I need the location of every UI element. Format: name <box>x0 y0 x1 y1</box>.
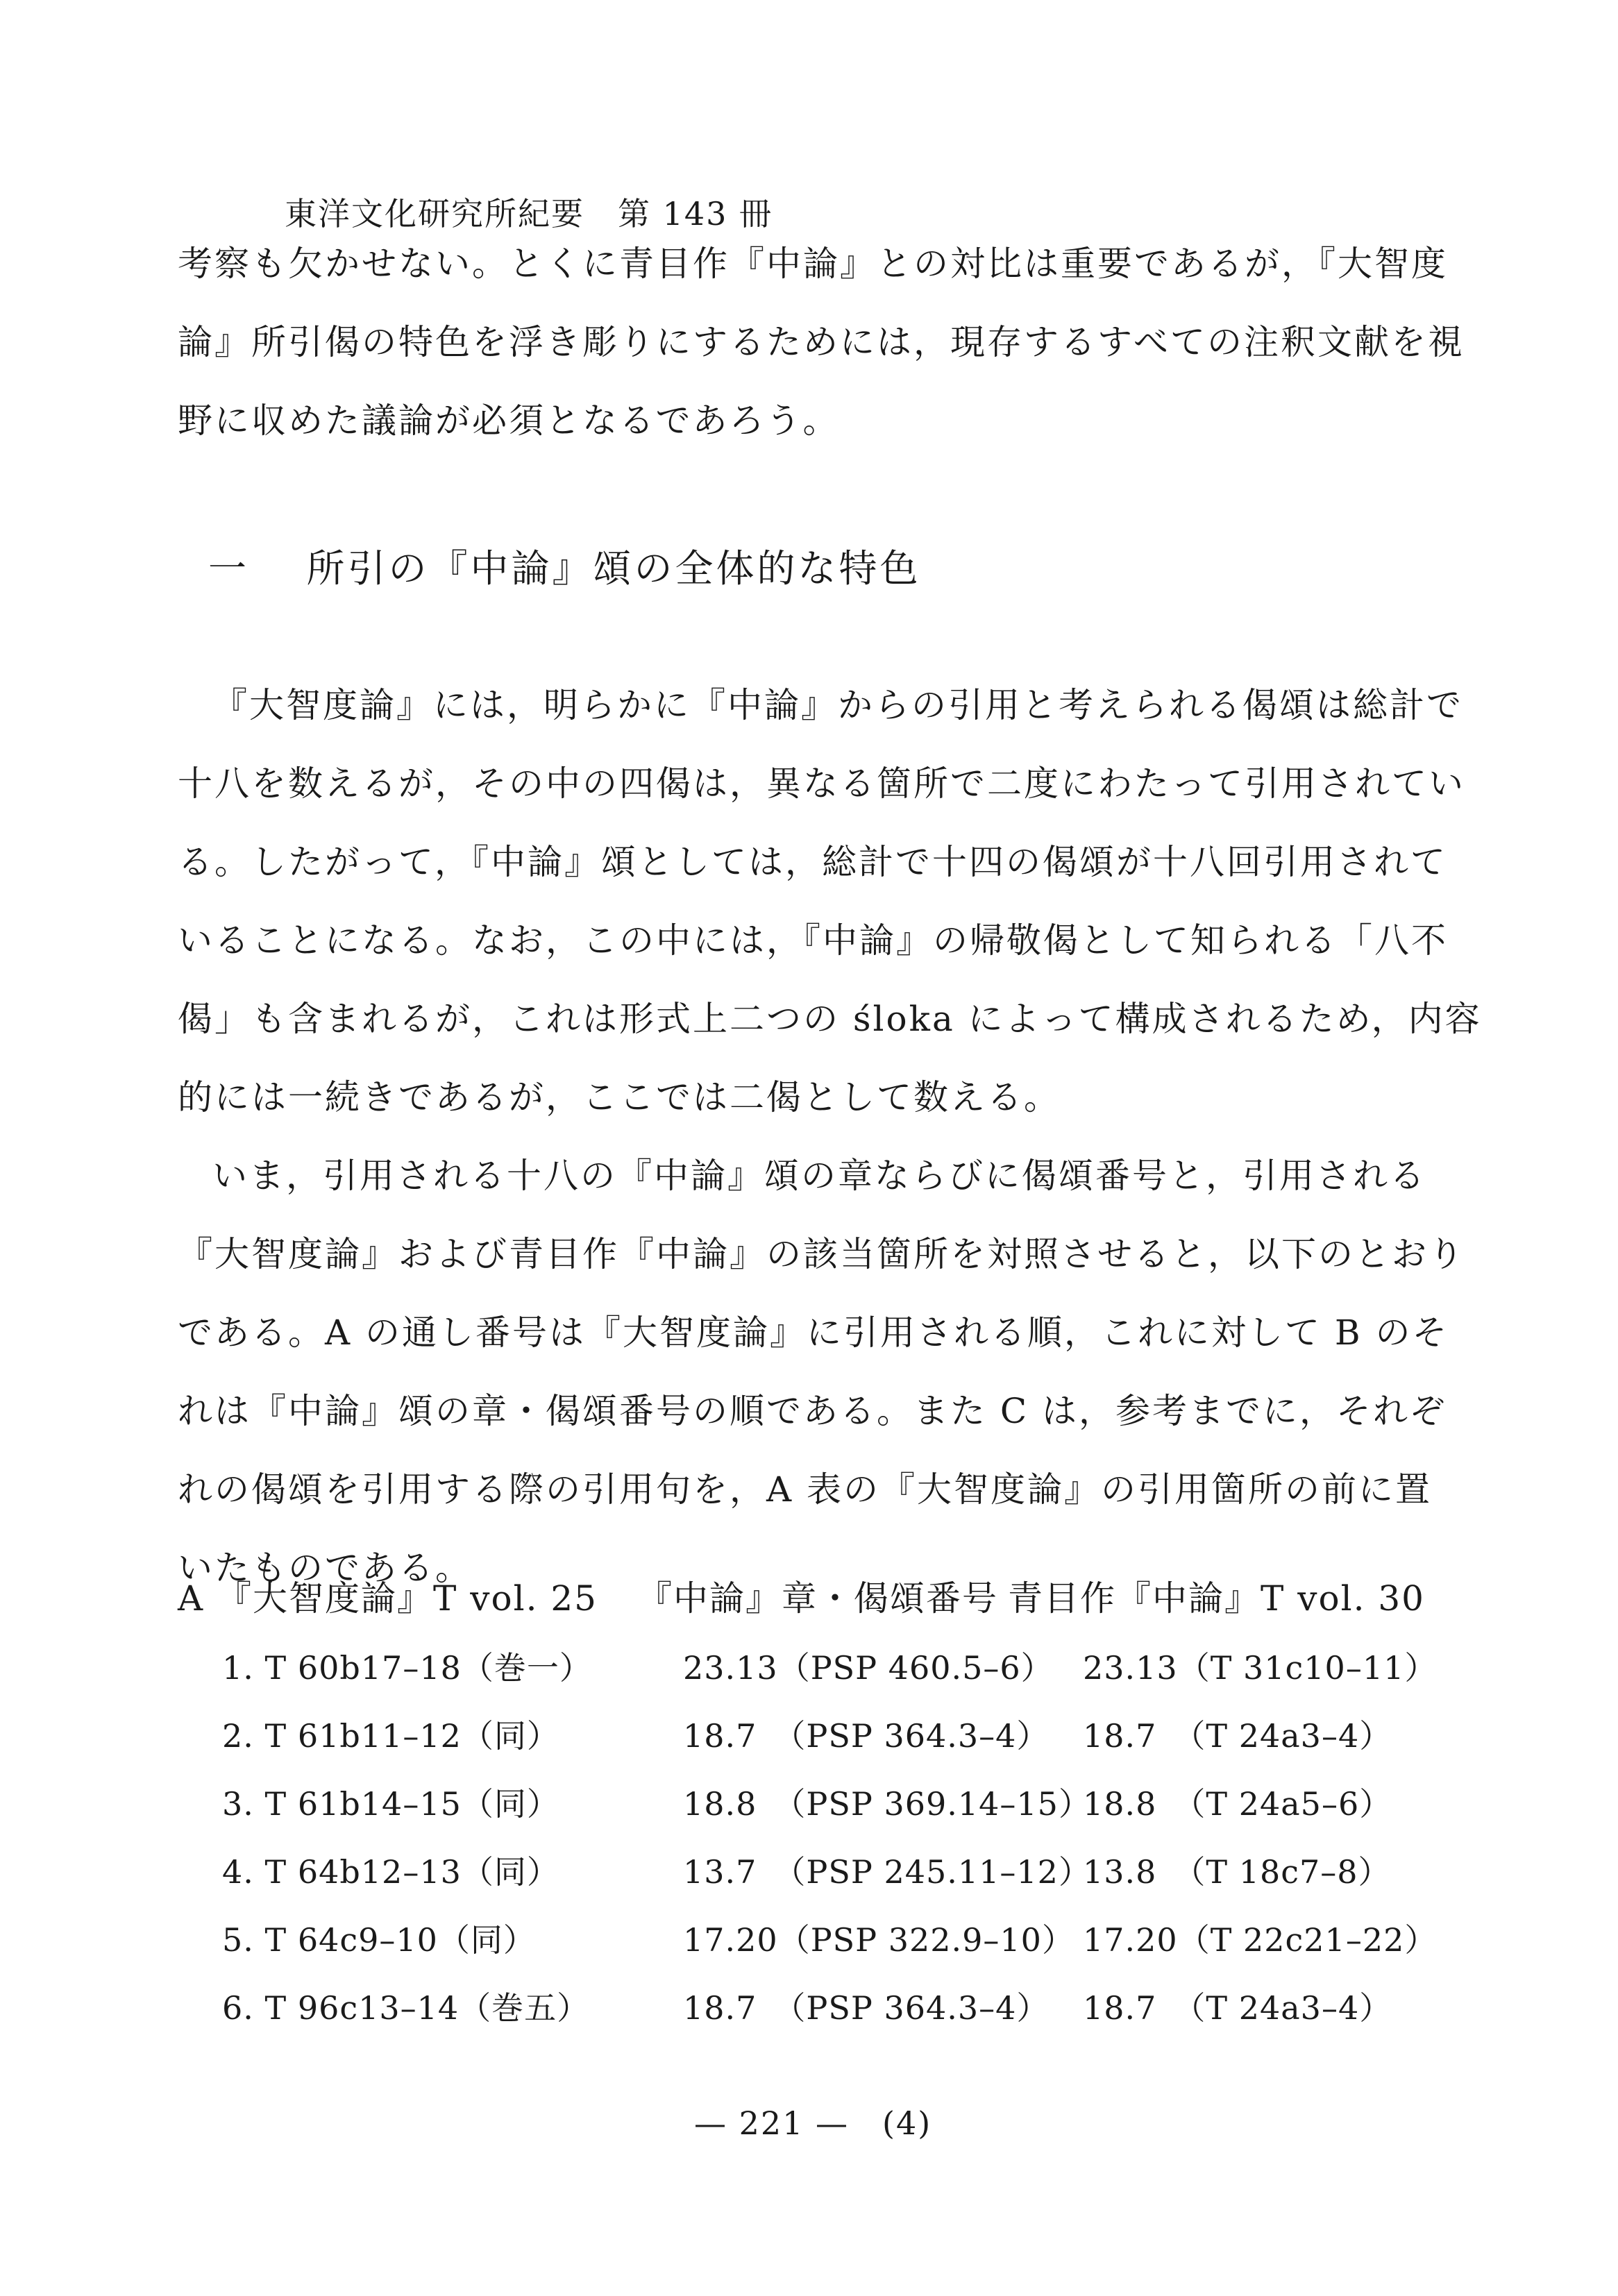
page-number: — 221 — (4) <box>694 2104 932 2142</box>
section-heading <box>208 538 921 593</box>
paragraph-2 <box>178 1137 1465 1607</box>
table-row-2-col-a: 2. T 61b11–12（同） <box>222 1717 559 1755</box>
text-line: いま，引用される十八の『中論』頌の章ならびに偈頌番号と，引用される <box>212 1156 1426 1196</box>
table-row-5-col-b: 17.20（PSP 322.9–10） <box>683 1921 1075 1959</box>
text-line: いることになる。なお，この中には，『中論』の帰敬偈として知られる「八不 <box>178 920 1448 961</box>
table-row-2-col-b: 18.7 （PSP 364.3–4） <box>683 1717 1050 1755</box>
table-row-3-col-a: 3. T 61b14–15（同） <box>222 1785 559 1823</box>
running-header: 東洋文化研究所紀要 第 143 冊 <box>285 195 773 233</box>
text-line: 十八を数えるが，その中の四偈は，異なる箇所で二度にわたって引用されてい <box>178 763 1465 804</box>
text-line: 野に収めた議論が必須となるであろう。 <box>178 400 840 441</box>
table-row-4-col-a: 4. T 64b12–13（同） <box>222 1853 559 1891</box>
text-line: である。A の通し番号は『大智度論』に引用される順，これに対して B のそ <box>178 1312 1449 1353</box>
table-row-1-col-c: 23.13（T 31c10–11） <box>1083 1649 1438 1687</box>
table-row-4-col-c: 13.8 （T 18c7–8） <box>1083 1853 1391 1891</box>
text-line: 的には一続きであるが，ここでは二偈として数える。 <box>178 1077 1061 1117</box>
table-row-6-col-a: 6. T 96c13–14（巻五） <box>222 1989 590 2027</box>
table-header-a: A 『大智度論』T vol. 25 <box>178 1578 598 1619</box>
table-row-5-col-a: 5. T 64c9–10（同） <box>222 1921 536 1959</box>
paragraph-1 <box>178 666 1482 1137</box>
text-line: 偈」も含まれるが，これは形式上二つの śloka によって構成されるため，内容 <box>178 999 1482 1039</box>
table-row-6-col-b: 18.7 （PSP 364.3–4） <box>683 1989 1050 2027</box>
table-header-b: 『中論』章・偈頌番号 <box>637 1578 998 1619</box>
table-row-1-col-a: 1. T 60b17–18（巻一） <box>222 1649 592 1687</box>
table-row-5-col-c: 17.20（T 22c21–22） <box>1083 1921 1438 1959</box>
text-line: 『大智度論』には，明らかに『中論』からの引用と考えられる偈頌は総計で <box>212 685 1463 725</box>
table-row-3-col-b: 18.8 （PSP 369.14–15） <box>683 1785 1091 1823</box>
text-line: いたものである。 <box>178 1548 472 1588</box>
section-title: 所引の『中論』頌の全体的な特色 <box>306 546 921 591</box>
intro-paragraph <box>178 225 1465 460</box>
text-line: れの偈頌を引用する際の引用句を，A 表の『大智度論』の引用箇所の前に置 <box>178 1469 1433 1510</box>
text-line: れは『中論』頌の章・偈頌番号の順である。また C は，参考までに，それぞ <box>178 1391 1447 1431</box>
table-header-c: 青目作『中論』T vol. 30 <box>1008 1578 1425 1619</box>
text-line: る。したがって，『中論』頌としては，総計で十四の偈頌が十八回引用されて <box>178 842 1447 882</box>
text-line: 『大智度論』および青目作『中論』の該当箇所を対照させると，以下のとおり <box>178 1234 1465 1274</box>
text-line: 考察も欠かせない。とくに青目作『中論』との対比は重要であるが，『大智度 <box>178 244 1448 284</box>
table-row-4-col-b: 13.7 （PSP 245.11–12） <box>683 1853 1091 1891</box>
table-row-6-col-c: 18.7 （T 24a3–4） <box>1083 1989 1392 2027</box>
table-row-1-col-b: 23.13（PSP 460.5–6） <box>683 1649 1054 1687</box>
section-number: 一 <box>208 546 250 591</box>
table-row-3-col-c: 18.8 （T 24a5–6） <box>1083 1785 1392 1823</box>
text-line: 論』所引偈の特色を浮き彫りにするためには，現存するすべての注釈文献を視 <box>178 322 1465 362</box>
table-row-2-col-c: 18.7 （T 24a3–4） <box>1083 1717 1392 1755</box>
